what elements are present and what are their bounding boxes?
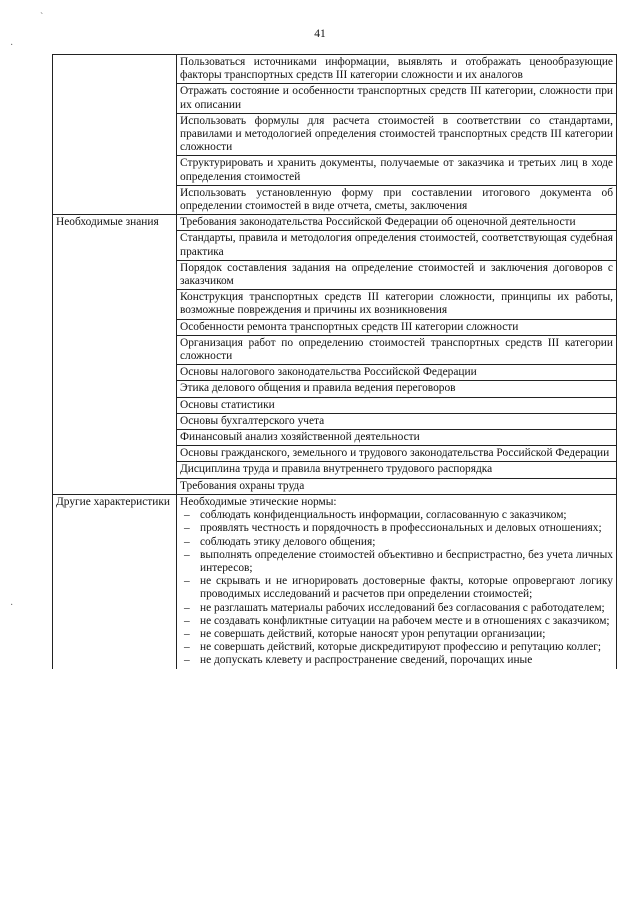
- knowledge-item: Дисциплина труда и правила внутреннего трудового распорядка: [177, 462, 617, 478]
- knowledge-item: Конструкция транспортных средств III категории сложности, принципы их работы, возможные повреждения и причины их возникновения: [177, 290, 617, 319]
- dash-bullet: –: [184, 654, 190, 667]
- ethics-item: [180, 522, 613, 535]
- ethics-item-text: не совершать действий, которые наносят урон репутации организации;: [200, 627, 546, 640]
- dash-bullet: –: [184, 522, 190, 535]
- table-row: [53, 215, 617, 231]
- knowledge-item: Основы гражданского, земельного и трудового законодательства Российской Федерации: [177, 446, 617, 462]
- knowledge-item: Этика делового общения и правила ведения переговоров: [177, 381, 617, 397]
- ethics-item: [180, 654, 613, 667]
- knowledge-item: Требования охраны труда: [177, 478, 617, 494]
- ethics-cell: [177, 494, 617, 668]
- page-number: 41: [314, 28, 326, 40]
- knowledge-item: Особенности ремонта транспортных средств III категории сложности: [177, 319, 617, 335]
- scan-mark: ·: [10, 40, 14, 51]
- dash-bullet: –: [184, 509, 190, 522]
- ethics-item-text: не скрывать и не игнорировать достоверные факты, которые опровергают логику проводимых исследований и расчетов при определении стоимостей;: [200, 575, 613, 601]
- dash-bullet: –: [184, 535, 190, 548]
- skills-label-cell: [53, 55, 177, 215]
- knowledge-item: Порядок составления задания на определение стоимостей и заключения договоров с заказчиком: [177, 260, 617, 289]
- skill-item: Пользоваться источниками информации, выявлять и отображать ценообразующие факторы транспортных средств III категории сложности и их аналогов: [177, 55, 617, 84]
- knowledge-item: Требования законодательства Российской Федерации об оценочной деятельности: [177, 215, 617, 231]
- ethics-list: [180, 509, 613, 667]
- ethics-title: Необходимые этические нормы:: [180, 495, 337, 508]
- knowledge-item: Стандарты, правила и методология определения стоимостей, соответствующая судебная практика: [177, 231, 617, 260]
- dash-bullet: –: [184, 627, 190, 640]
- ethics-item-text: не совершать действий, которые дискредитируют профессию и репутацию коллег;: [200, 641, 602, 654]
- dash-bullet: –: [184, 601, 190, 614]
- knowledge-item: Основы статистики: [177, 397, 617, 413]
- ethics-item-text: соблюдать конфиденциальность информации, согласованную с заказчиком;: [200, 509, 567, 522]
- ethics-item: [180, 549, 613, 575]
- ethics-item: [180, 641, 613, 654]
- knowledge-item: Финансовый анализ хозяйственной деятельности: [177, 430, 617, 446]
- ethics-item-text: проявлять честность и порядочность в профессиональных и деловых отношениях;: [200, 522, 602, 535]
- ethics-item: [180, 536, 613, 549]
- other-label: Другие характеристики: [53, 494, 177, 668]
- ethics-item: [180, 602, 613, 615]
- dash-bullet: –: [184, 614, 190, 627]
- dash-bullet: –: [184, 548, 190, 561]
- knowledge-item: Организация работ по определению стоимостей транспортных средств III категории сложности: [177, 335, 617, 364]
- knowledge-label: Необходимые знания: [53, 215, 177, 495]
- dash-bullet: –: [184, 641, 190, 654]
- ethics-item-text: не разглашать материалы рабочих исследований без согласования с работодателем;: [200, 601, 605, 614]
- skill-item: Использовать установленную форму при составлении итогового документа об определении стоимостей в виде отчета, сметы, заключения: [177, 185, 617, 214]
- ethics-item-text: не создавать конфликтные ситуации на рабочем месте и в отношениях с заказчиком;: [200, 614, 610, 627]
- scan-mark: ˋ: [40, 12, 44, 23]
- skill-item: Структурировать и хранить документы, получаемые от заказчика и третьих лиц в ходе определения стоимостей: [177, 156, 617, 185]
- ethics-item-text: не допускать клевету и распространение сведений, порочащих иные: [200, 654, 533, 667]
- ethics-item-text: соблюдать этику делового общения;: [200, 535, 376, 548]
- knowledge-item: Основы налогового законодательства Российской Федерации: [177, 365, 617, 381]
- table-row: [53, 55, 617, 84]
- ethics-item: [180, 575, 613, 601]
- table-row: [53, 494, 617, 668]
- ethics-item-text: выполнять определение стоимостей объективно и беспристрастно, без учета личных интересов;: [200, 548, 613, 574]
- dash-bullet: –: [184, 575, 190, 588]
- knowledge-item: Основы бухгалтерского учета: [177, 413, 617, 429]
- requirements-table: [52, 54, 617, 669]
- skill-item: Использовать формулы для расчета стоимостей в соответствии со стандартами, правилами и методологией определения стоимостей транспортных средств III категории сложности: [177, 113, 617, 156]
- scan-mark: ·: [10, 600, 14, 611]
- ethics-item: [180, 628, 613, 641]
- ethics-item: [180, 615, 613, 628]
- skill-item: Отражать состояние и особенности транспортных средств III категории, сложности при их описании: [177, 84, 617, 113]
- ethics-item: [180, 509, 613, 522]
